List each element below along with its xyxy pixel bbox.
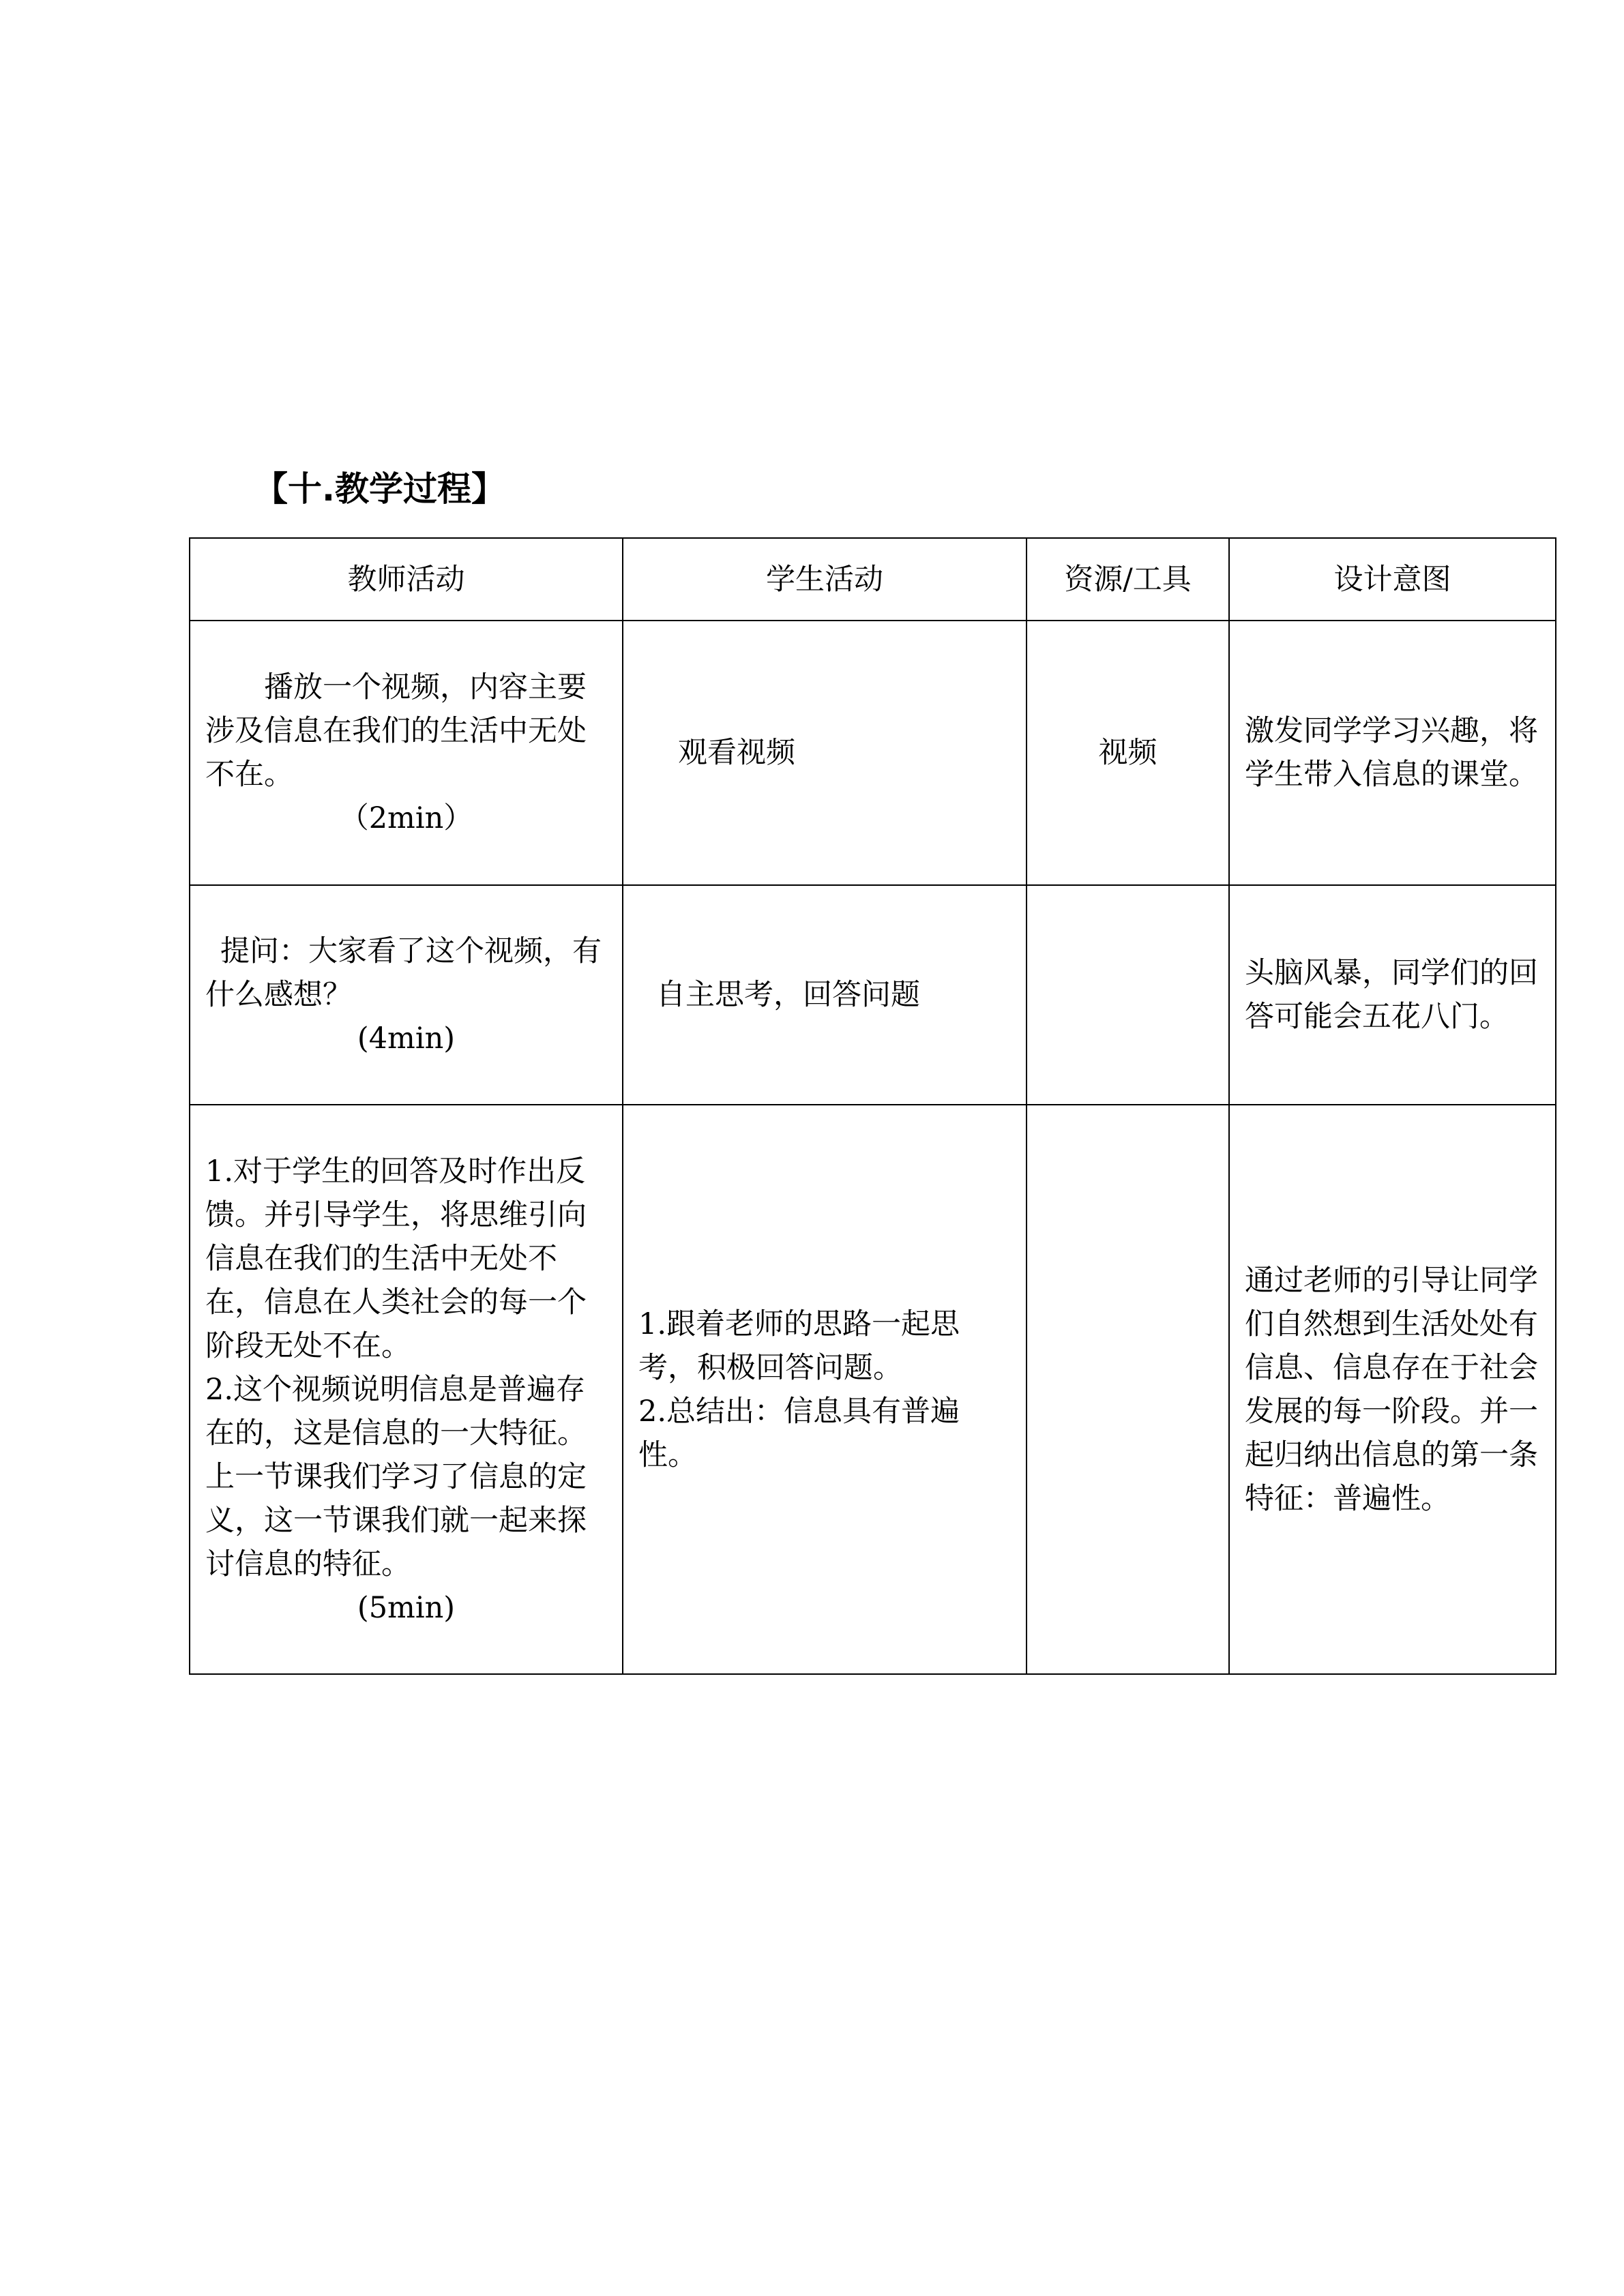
table-header-row (190, 538, 1556, 621)
design-intent-cell: 激发同学学习兴趣，将学生带入信息的课堂。 (1229, 621, 1556, 885)
teacher-activity-text: 1.对于学生的回答及时作出反馈。并引导学生，将思维引向信息在我们的生活中无处不在，信息在人类社会的每一个阶段无处不在。 (205, 1154, 587, 1363)
teacher-activity-text: 提问：大家看了这个视频，有什么感想？ (205, 934, 602, 1012)
teacher-activity-text: 2.这个视频说明信息是普遍存在的，这是信息的一大特征。上一节课我们学习了信息的定义，这一节课我们就一起来探讨信息的特征。 (205, 1372, 587, 1581)
design-intent-cell: 头脑风暴，同学们的回答可能会五花八门。 (1229, 885, 1556, 1105)
student-activity-text: 2.总结出：信息具有普遍性。 (638, 1394, 960, 1472)
header-student-activity: 学生活动 (623, 538, 1027, 621)
table-row (190, 885, 1556, 1105)
resource-cell (1027, 885, 1229, 1105)
duration-label: (5min) (357, 1590, 456, 1625)
student-activity-cell (623, 885, 1027, 1105)
student-activity-cell (623, 621, 1027, 885)
resource-cell (1027, 1105, 1229, 1674)
teacher-activity-cell (190, 885, 623, 1105)
teacher-activity-cell (190, 1105, 623, 1674)
table-row (190, 1105, 1556, 1674)
student-activity-text: 自主思考，回答问题 (656, 978, 920, 1012)
teacher-activity-text: 播放一个视频，内容主要涉及信息在我们的生活中无处不在。 (205, 670, 587, 792)
student-activity-text: 观看视频 (678, 736, 795, 770)
student-activity-text: 1.跟着老师的思路一起思考，积极回答问题。 (638, 1307, 960, 1385)
duration-label: （2min） (339, 801, 473, 835)
header-resource-tool: 资源/工具 (1027, 538, 1229, 621)
header-design-intent: 设计意图 (1229, 538, 1556, 621)
duration-label: (4min) (357, 1022, 456, 1056)
design-intent-cell: 通过老师的引导让同学们自然想到生活处处有信息、信息存在于社会发展的每一阶段。并一起归纳出信息的第一条特征：普遍性。 (1229, 1105, 1556, 1674)
header-teacher-activity: 教师活动 (190, 538, 623, 621)
teacher-activity-cell (190, 621, 623, 885)
resource-cell: 视频 (1027, 621, 1229, 885)
section-title: 【十.教学过程】 (254, 469, 505, 509)
teaching-process-table (189, 537, 1556, 1675)
student-activity-cell (623, 1105, 1027, 1674)
table-row (190, 621, 1556, 885)
